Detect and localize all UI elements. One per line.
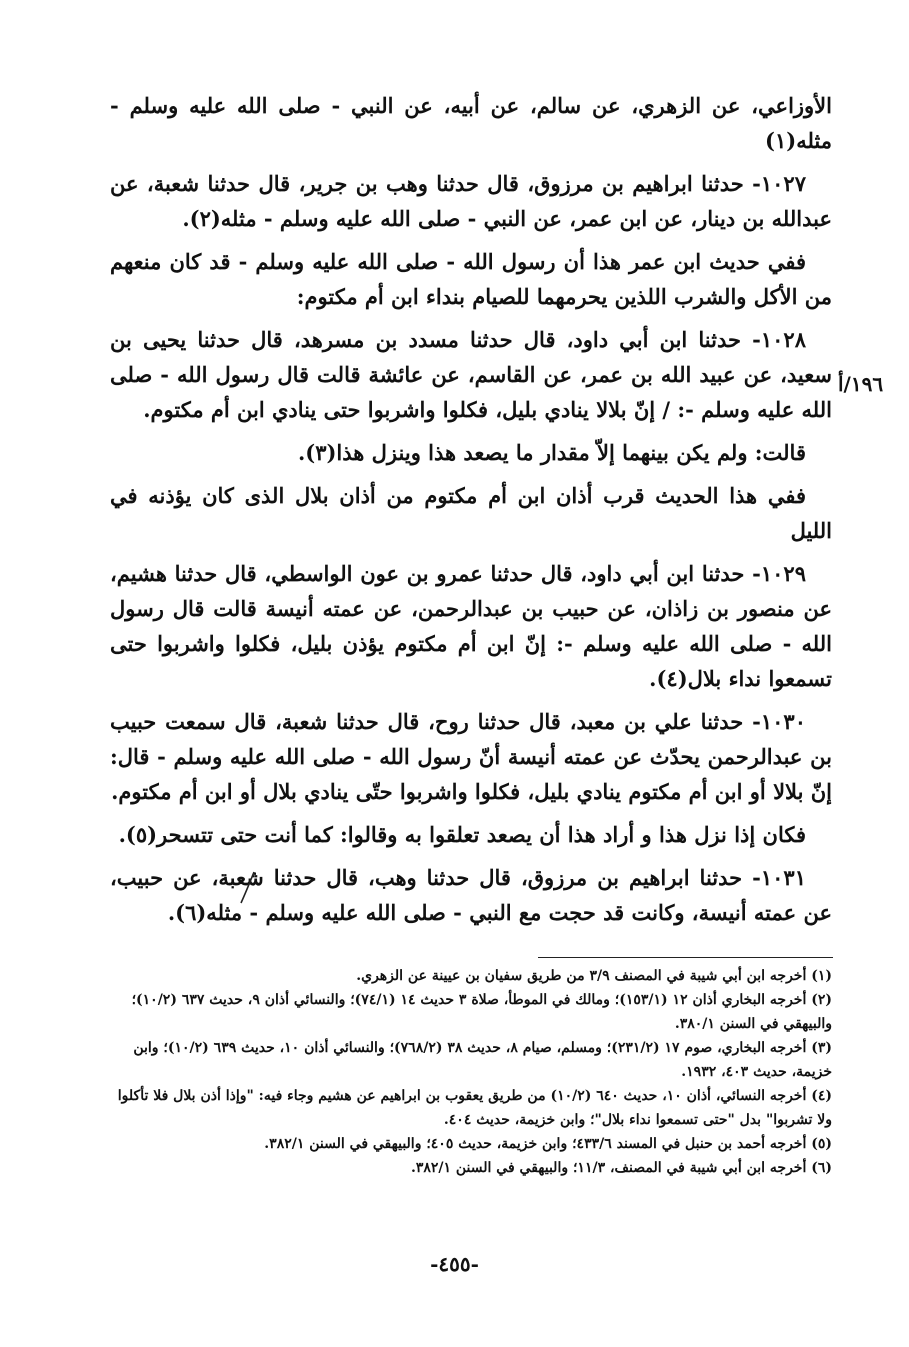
hadith-1028: ١٠٢٨- حدثنا ابن أبي داود، قال حدثنا مسدد بن مسرهد، قال حدثنا يحيى بن سعيد، عن عبيد الله بن عمر، عن القاسم، عن عائشة قالت قال رسول الله - صلى الله عليه وسلم -: / إنّ بلالا ينادي بليل، فكلوا واشربوا حتى ينادي ابن أم مكتوم. — [110, 327, 832, 422]
paragraph: ففي هذا الحديث قرب أذان ابن أم مكتوم من أذان بلال الذى كان يؤذنه في الليل — [110, 483, 832, 543]
paragraph: قالت: ولم يكن بينهما إلاّ مقدار ما يصعد هذا وينزل هذا(٣). — [297, 440, 806, 465]
footnote-divider — [538, 957, 833, 958]
main-text — [110, 88, 832, 938]
pen-stroke-mark — [238, 870, 258, 906]
paragraph: فكان إذا نزل هذا و أراد هذا أن يصعد تعلقوا به وقالوا: كما أنت حتى تتسحر(٥). — [118, 822, 806, 847]
hadith-1030: ١٠٣٠- حدثنا علي بن معبد، قال حدثنا روح، قال حدثنا شعبة، قال سمعت حبيب بن عبدالرحمن يحدّث عن عمته أنيسة أنّ رسول الله - صلى الله عليه وسلم - قال: إنّ بلالا أو ابن أم مكتوم ينادي بليل، فكلوا واشربوا حتّى ينادي بلال أو ابن أم مكتوم. — [110, 709, 832, 804]
footnote: (١) أخرجه ابن أبي شيبة في المصنف ٣/٩ من طريق سفيان بن عيينة عن الزهري. — [356, 968, 832, 984]
page-number: -٤٥٥- — [430, 1252, 479, 1276]
hadith-1027: ١٠٢٧- حدثنا ابراهيم بن مرزوق، قال حدثنا وهب بن جرير، قال حدثنا شعبة، عن عبدالله بن دينار، عن ابن عمر، عن النبي - صلى الله عليه وسلم - مثله(٢). — [110, 171, 832, 231]
footnote: (٥) أخرجه أحمد بن حنبل في المسند ٤٣٣/٦؛ وابن خزيمة، حديث ٤٠٥؛ والبيهقي في السنن ٣٨٢/١. — [264, 1136, 832, 1152]
hadith-1029: ١٠٢٩- حدثنا ابن أبي داود، قال حدثنا عمرو بن عون الواسطي، قال حدثنا هشيم، عن منصور بن زاذان، عن حبيب بن عبدالرحمن، عن عمته أنيسة قالت قال رسول الله - صلى الله عليه وسلم -: إنّ ابن أم مكتوم يؤذن بليل، فكلوا واشربوا حتى تسمعوا نداء بلال(٤). — [110, 561, 832, 691]
footnote: (٢) أخرجه البخاري أذان ١٢ (١٥٣/١)؛ ومالك في الموطأ، صلاة ٣ حديث ١٤ (٧٤/١)؛ والنسائي أذان ٩، حديث ٦٣٧ (١٠/٢)؛ والبيهقي في السنن ٣٨٠/١. — [131, 992, 832, 1032]
footnote: (٣) أخرجه البخاري، صوم ١٧ (٢٣١/٢)؛ ومسلم، صيام ٨، حديث ٣٨ (٧٦٨/٢)؛ والنسائي أذان ١٠، حديث ٦٣٩ (١٠/٢)؛ وابن خزيمة، حديث ٤٠٣، ١٩٣٢. — [133, 1040, 832, 1080]
footnote: (٦) أخرجه ابن أبي شيبة في المصنف، ١١/٣؛ والبيهقي في السنن ٣٨٢/١. — [410, 1160, 832, 1176]
hadith-1031: ١٠٣١- حدثنا ابراهيم بن مرزوق، قال حدثنا وهب، قال حدثنا شعبة، عن حبيب، عن عمته أنيسة، وكانت قد حجت مع النبي - صلى الله عليه وسلم - مثله(٦). — [110, 865, 832, 925]
footnotes — [112, 964, 832, 1180]
footnote: (٤) أخرجه النسائي، أذان ١٠، حديث ٦٤٠ (١٠/٢) من طريق يعقوب بن ابراهيم عن هشيم وجاء فيه: "وإذا أذن بلال فلا تأكلوا ولا تشربوا" بدل "حتى تسمعوا نداء بلال"؛ وابن خزيمة، حديث ٤٠٤. — [117, 1088, 832, 1128]
paragraph: ففي حديث ابن عمر هذا أن رسول الله - صلى الله عليه وسلم - قد كان منعهم من الأكل والشرب اللذين يحرمهما للصيام بنداء ابن أم مكتوم: — [110, 249, 832, 309]
manuscript-folio-note: ١٩٦/أ — [838, 372, 884, 396]
paragraph: الأوزاعي، عن الزهري، عن سالم، عن أبيه، عن النبي - صلى الله عليه وسلم - مثله(١) — [110, 93, 832, 153]
